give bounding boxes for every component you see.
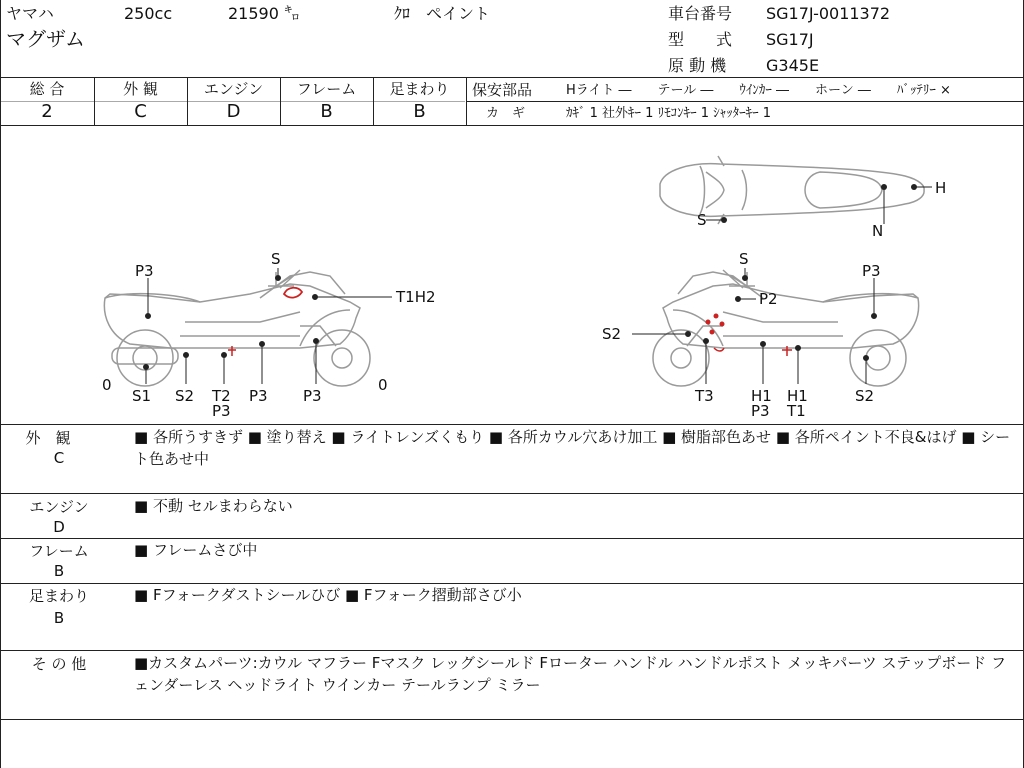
divider	[466, 77, 467, 125]
safety-items: Hライト ― テール ― ｳｲﾝｶｰ ― ホーン ― ﾊﾞｯﾃﾘｰ ×	[566, 83, 951, 98]
maker: ヤマハ	[6, 4, 54, 23]
note-text-engine: ■ 不動 セルまわらない	[134, 497, 293, 515]
grade-frame-label: フレーム	[296, 80, 357, 98]
note-grade-suspension: B	[53, 609, 65, 627]
grade-overall-label: 総 合	[29, 80, 65, 98]
label-left-p3-t2: P3	[212, 402, 231, 420]
divider	[0, 493, 1024, 494]
chassis-label: 車台番号	[668, 4, 733, 23]
note-grade-exterior: C	[53, 449, 65, 467]
label-left-p3-right: P3	[303, 387, 322, 405]
label-right-s: S	[739, 250, 749, 268]
note-grade-frame: B	[53, 562, 65, 580]
note-label-engine: エンジン	[29, 498, 89, 516]
type-label: 型 式	[668, 30, 733, 49]
notes-section	[0, 425, 1024, 768]
label-right-h1-a: H1	[751, 387, 772, 405]
scooter-right-side	[653, 270, 919, 386]
grade-suspension-value: B	[413, 101, 426, 122]
note-label-other: そ の 他	[31, 655, 87, 673]
mileage: 21590 ㌔	[228, 4, 300, 23]
label-left-zero-right: 0	[378, 376, 388, 394]
label-right-p2: P2	[759, 290, 778, 308]
engine-value: G345E	[766, 56, 820, 75]
type-value: SG17J	[766, 30, 814, 49]
note-label-exterior: 外 観	[25, 429, 71, 447]
divider	[0, 77, 1024, 78]
label-right-h1-b: H1	[787, 387, 808, 405]
note-label-suspension: 足まわり	[28, 587, 89, 605]
grade-engine-label: エンジン	[203, 80, 264, 98]
divider	[0, 650, 1024, 651]
label-left-p3-mid: P3	[249, 387, 268, 405]
safety-label: 保安部品	[472, 81, 533, 99]
label-right-p3-top: P3	[862, 262, 881, 280]
label-left-t1h2: T1H2	[396, 288, 436, 306]
grade-exterior-value: C	[134, 101, 147, 122]
note-text-suspension: ■ Fフォークダストシールひび ■ Fフォーク摺動部さび小	[134, 586, 522, 604]
grade-exterior-label: 外 観	[123, 80, 158, 98]
label-left-zero-left: 0	[102, 376, 112, 394]
displacement: 250cc	[124, 4, 173, 23]
color: ｸﾛ ペイント	[394, 4, 491, 23]
grade-overall-value: 2	[41, 101, 53, 122]
key-items: ｶｷﾞ 1 社外ｷｰ 1 ﾘﾓｺﾝｷｰ 1 ｼｬｯﾀｰｷｰ 1	[566, 106, 772, 121]
label-right-t3: T3	[695, 387, 714, 405]
label-left-s: S	[271, 250, 281, 268]
label-right-t1: T1	[787, 402, 806, 420]
label-left-s1: S1	[132, 387, 152, 405]
label-left-t2: T2	[212, 387, 231, 405]
damage-diagram	[0, 126, 1024, 424]
label-left-s2: S2	[175, 387, 195, 405]
model-name: マグザム	[6, 27, 85, 51]
label-right-s2-right: S2	[855, 387, 875, 405]
divider	[0, 719, 1024, 720]
grade-frame-value: B	[320, 101, 333, 122]
note-grade-engine: D	[53, 518, 65, 536]
engine-label: 原 動 機	[668, 56, 727, 75]
grade-suspension-label: 足まわり	[389, 80, 450, 98]
note-text-exterior: ■ 各所うすきず ■ 塗り替え ■ ライトレンズくもり ■ 各所カウル穴あけ加工 ■ 樹脂部色あせ ■ 各所ペイント不良&はげ ■ シート色あせ中	[134, 428, 1011, 468]
label-right-p3-a: P3	[751, 402, 770, 420]
label-top-n: N	[872, 222, 884, 240]
note-text-other: ■カスタムパーツ:カウル マフラー Fマスク レッグシールド Fローター ハンドル ハンドルポスト メッキパーツ ステップボード フェンダーレス ヘッドライト ウインカー テールランプ ミラー	[134, 654, 1007, 694]
chassis-value: SG17J-0011372	[766, 4, 891, 23]
divider	[467, 101, 1024, 102]
key-label: カ ギ	[486, 106, 526, 121]
label-top-s: S	[697, 211, 707, 229]
note-label-frame: フレーム	[29, 542, 89, 560]
label-top-h: H	[935, 179, 947, 197]
grade-engine-value: D	[226, 101, 241, 122]
note-text-frame: ■ フレームさび中	[134, 541, 258, 559]
label-right-s2-left: S2	[602, 325, 622, 343]
label-left-p3-top: P3	[135, 262, 154, 280]
